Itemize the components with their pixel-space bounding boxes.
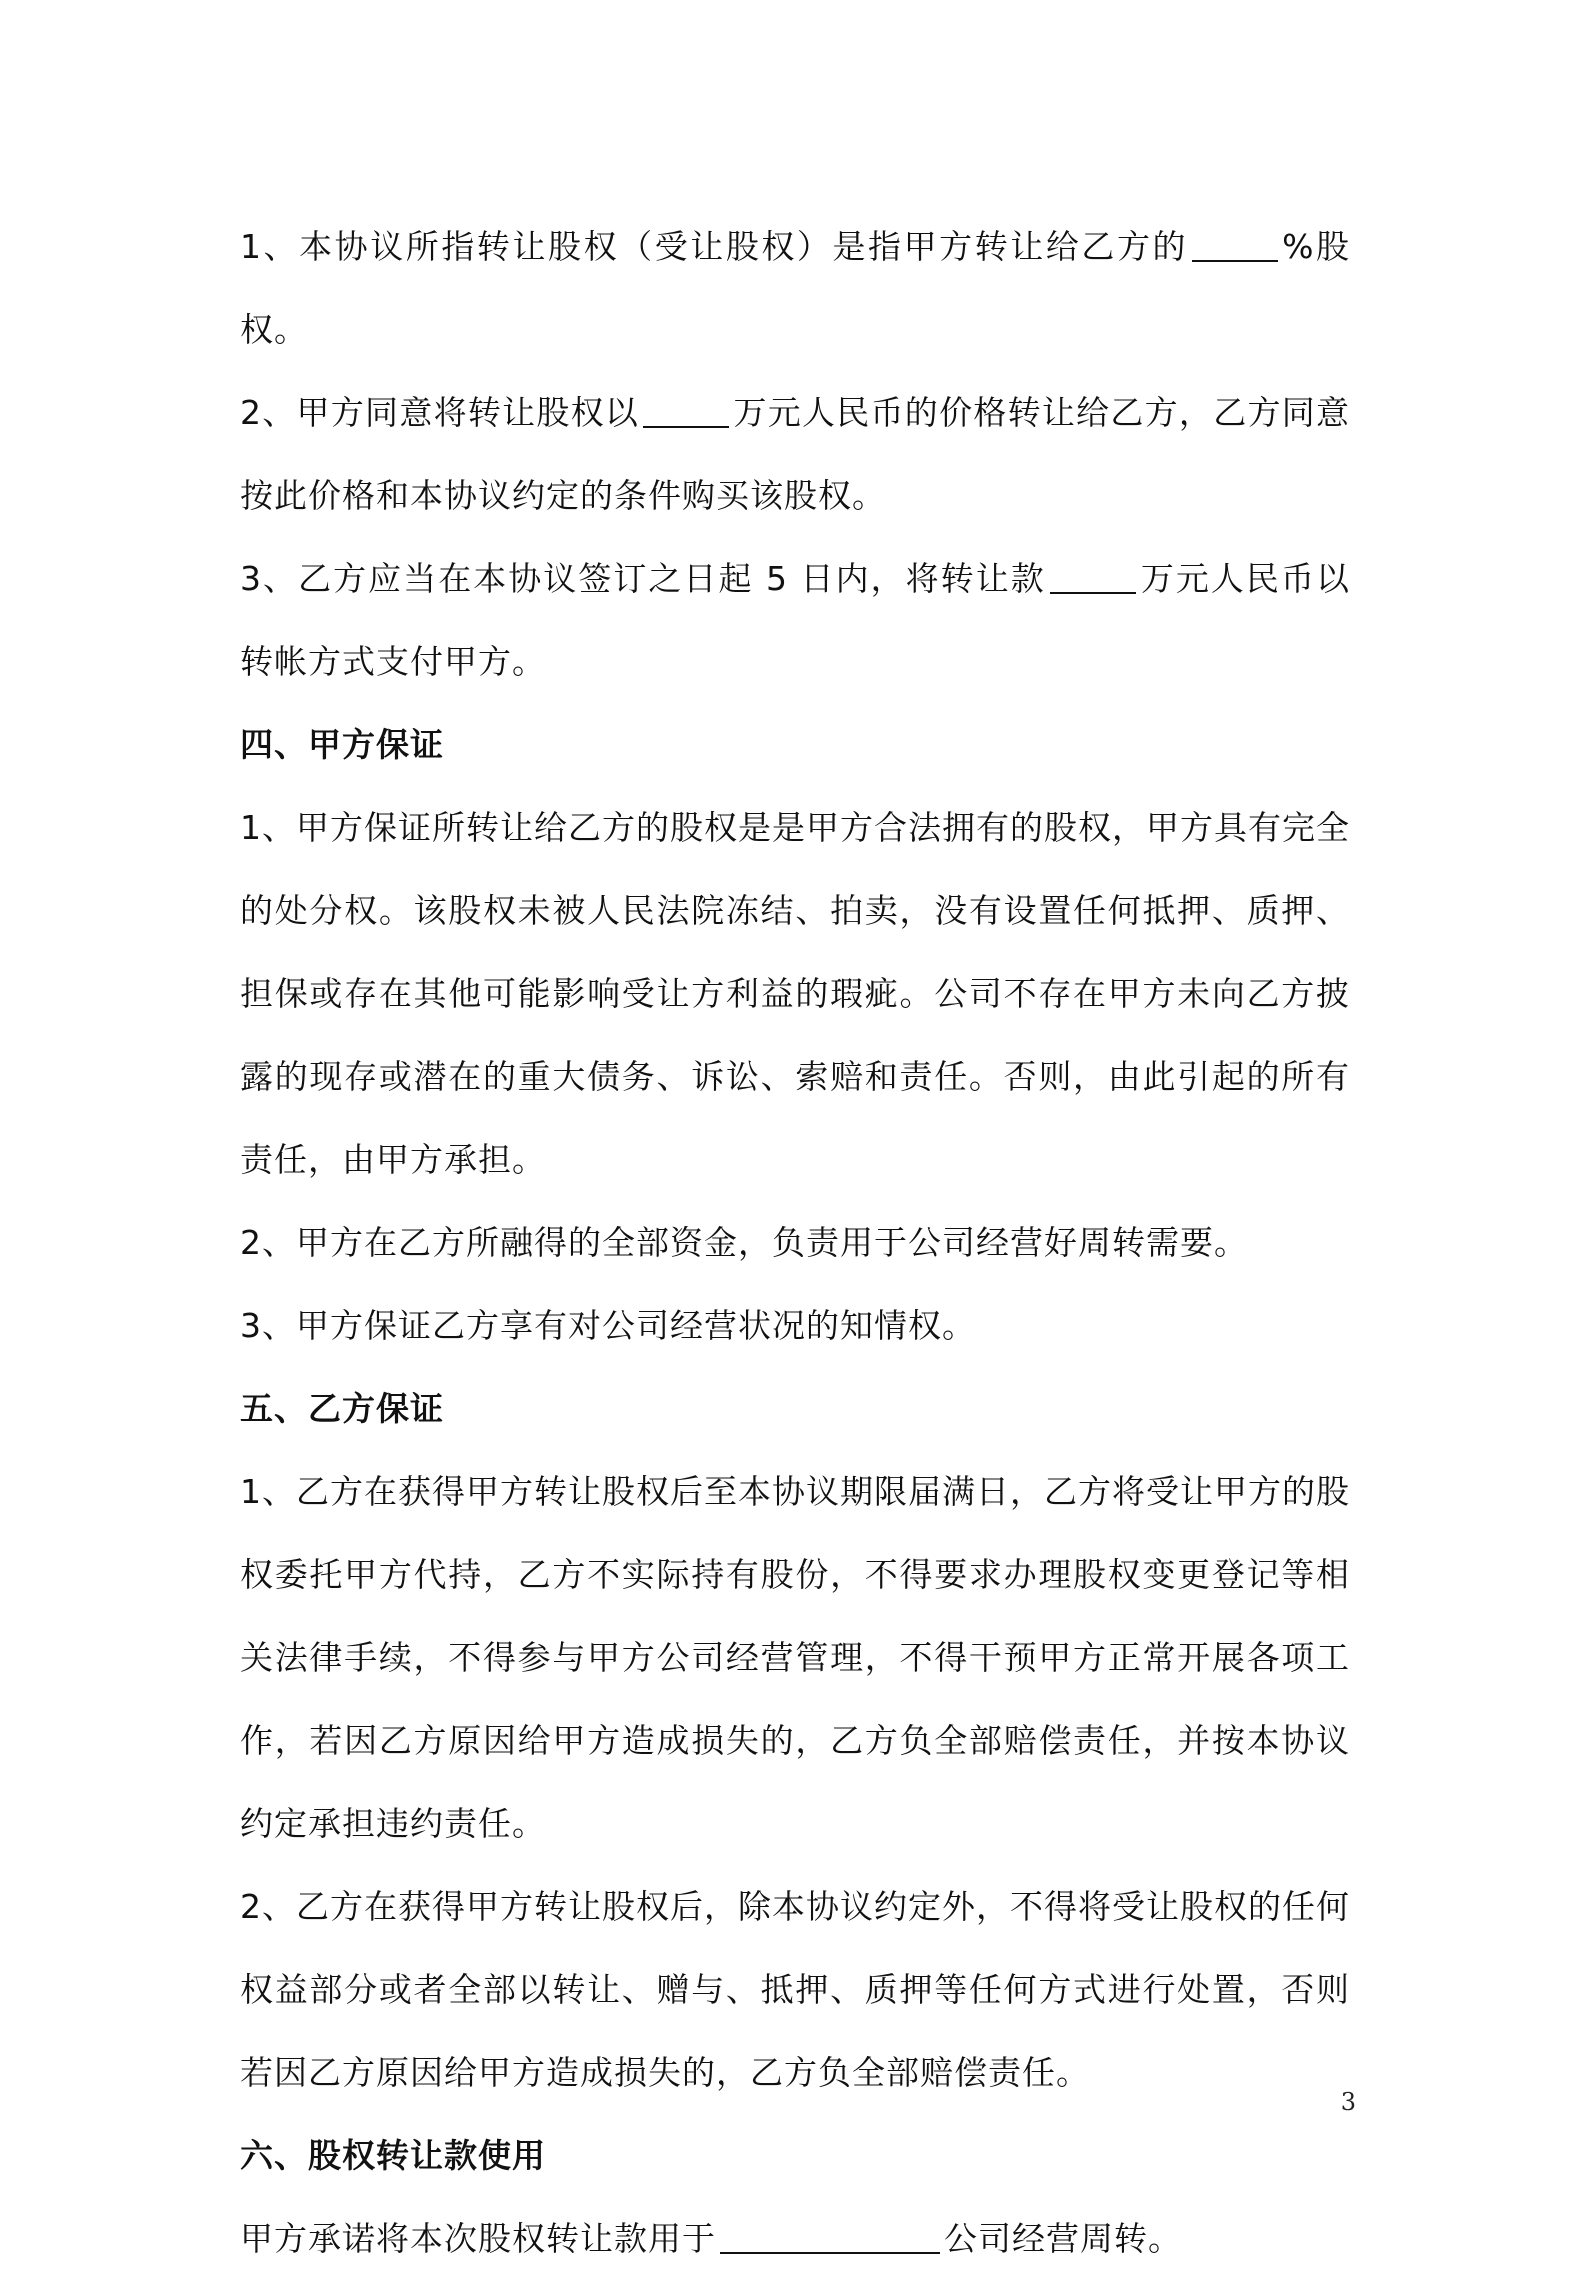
fill-blank-payment [1050, 556, 1136, 594]
section-heading-transfer-fund-usage: 六、股权转让款使用 [240, 2136, 546, 2175]
clause-text: 万元人民币以转帐方式支付甲方。 [240, 559, 1351, 681]
clause-5-1: 1、乙方在获得甲方转让股权后至本协议期限届满日，乙方将受让甲方的股权委托甲方代持，乙方不实际持有股份，不得要求办理股权变更登记等相关法律手续，不得参与甲方公司经营管理，不得干预甲方正常开展各项工作，若因乙方原因给甲方造成损失的，乙方负全部赔偿责任，并按本协议约定承担违约责任。 [240, 1472, 1350, 1843]
fill-blank-price [643, 390, 729, 428]
clause-text: 3、乙方应当在本协议签订之日起 5 日内，将转让款 [240, 559, 1046, 598]
clause-3-1 [240, 205, 1350, 371]
clause-text: 1、本协议所指转让股权（受让股权）是指甲方转让给乙方的 [240, 227, 1189, 266]
clause-text: 2、甲方同意将转让股权以 [240, 393, 640, 432]
clause-text: 公司经营周转。 [944, 2219, 1182, 2258]
section-heading-party-a-guarantee: 四、甲方保证 [240, 725, 444, 764]
section-heading-party-b-guarantee: 五、乙方保证 [240, 1389, 444, 1428]
clause-text: %股权。 [240, 227, 1350, 349]
clause-4-2: 2、甲方在乙方所融得的全部资金，负责用于公司经营好周转需要。 [240, 1223, 1248, 1262]
page-number: 3 [1340, 2088, 1356, 2116]
fill-blank-usage [720, 2216, 940, 2254]
clause-5-2: 2、乙方在获得甲方转让股权后，除本协议约定外，不得将受让股权的任何权益部分或者全部以转让、赠与、抵押、质押等任何方式进行处置，否则若因乙方原因给甲方造成损失的，乙方负全部赔偿责任。 [240, 1887, 1350, 2092]
clause-3-3 [240, 537, 1350, 703]
clause-6 [240, 2197, 1350, 2280]
document-body [240, 205, 1350, 2280]
clause-4-1: 1、甲方保证所转让给乙方的股权是是甲方合法拥有的股权，甲方具有完全的处分权。该股权未被人民法院冻结、拍卖，没有设置任何抵押、质押、担保或存在其他可能影响受让方利益的瑕疵。公司不存在甲方未向乙方披露的现存或潜在的重大债务、诉讼、索赔和责任。否则，由此引起的所有责任，由甲方承担。 [240, 808, 1350, 1179]
clause-text: 甲方承诺将本次股权转让款用于 [240, 2219, 716, 2258]
clause-4-3: 3、甲方保证乙方享有对公司经营状况的知情权。 [240, 1306, 976, 1345]
fill-blank-percentage [1192, 224, 1278, 262]
clause-3-2 [240, 371, 1350, 537]
clause-text: 万元人民币的价格转让给乙方，乙方同意按此价格和本协议约定的条件购买该股权。 [240, 393, 1351, 515]
